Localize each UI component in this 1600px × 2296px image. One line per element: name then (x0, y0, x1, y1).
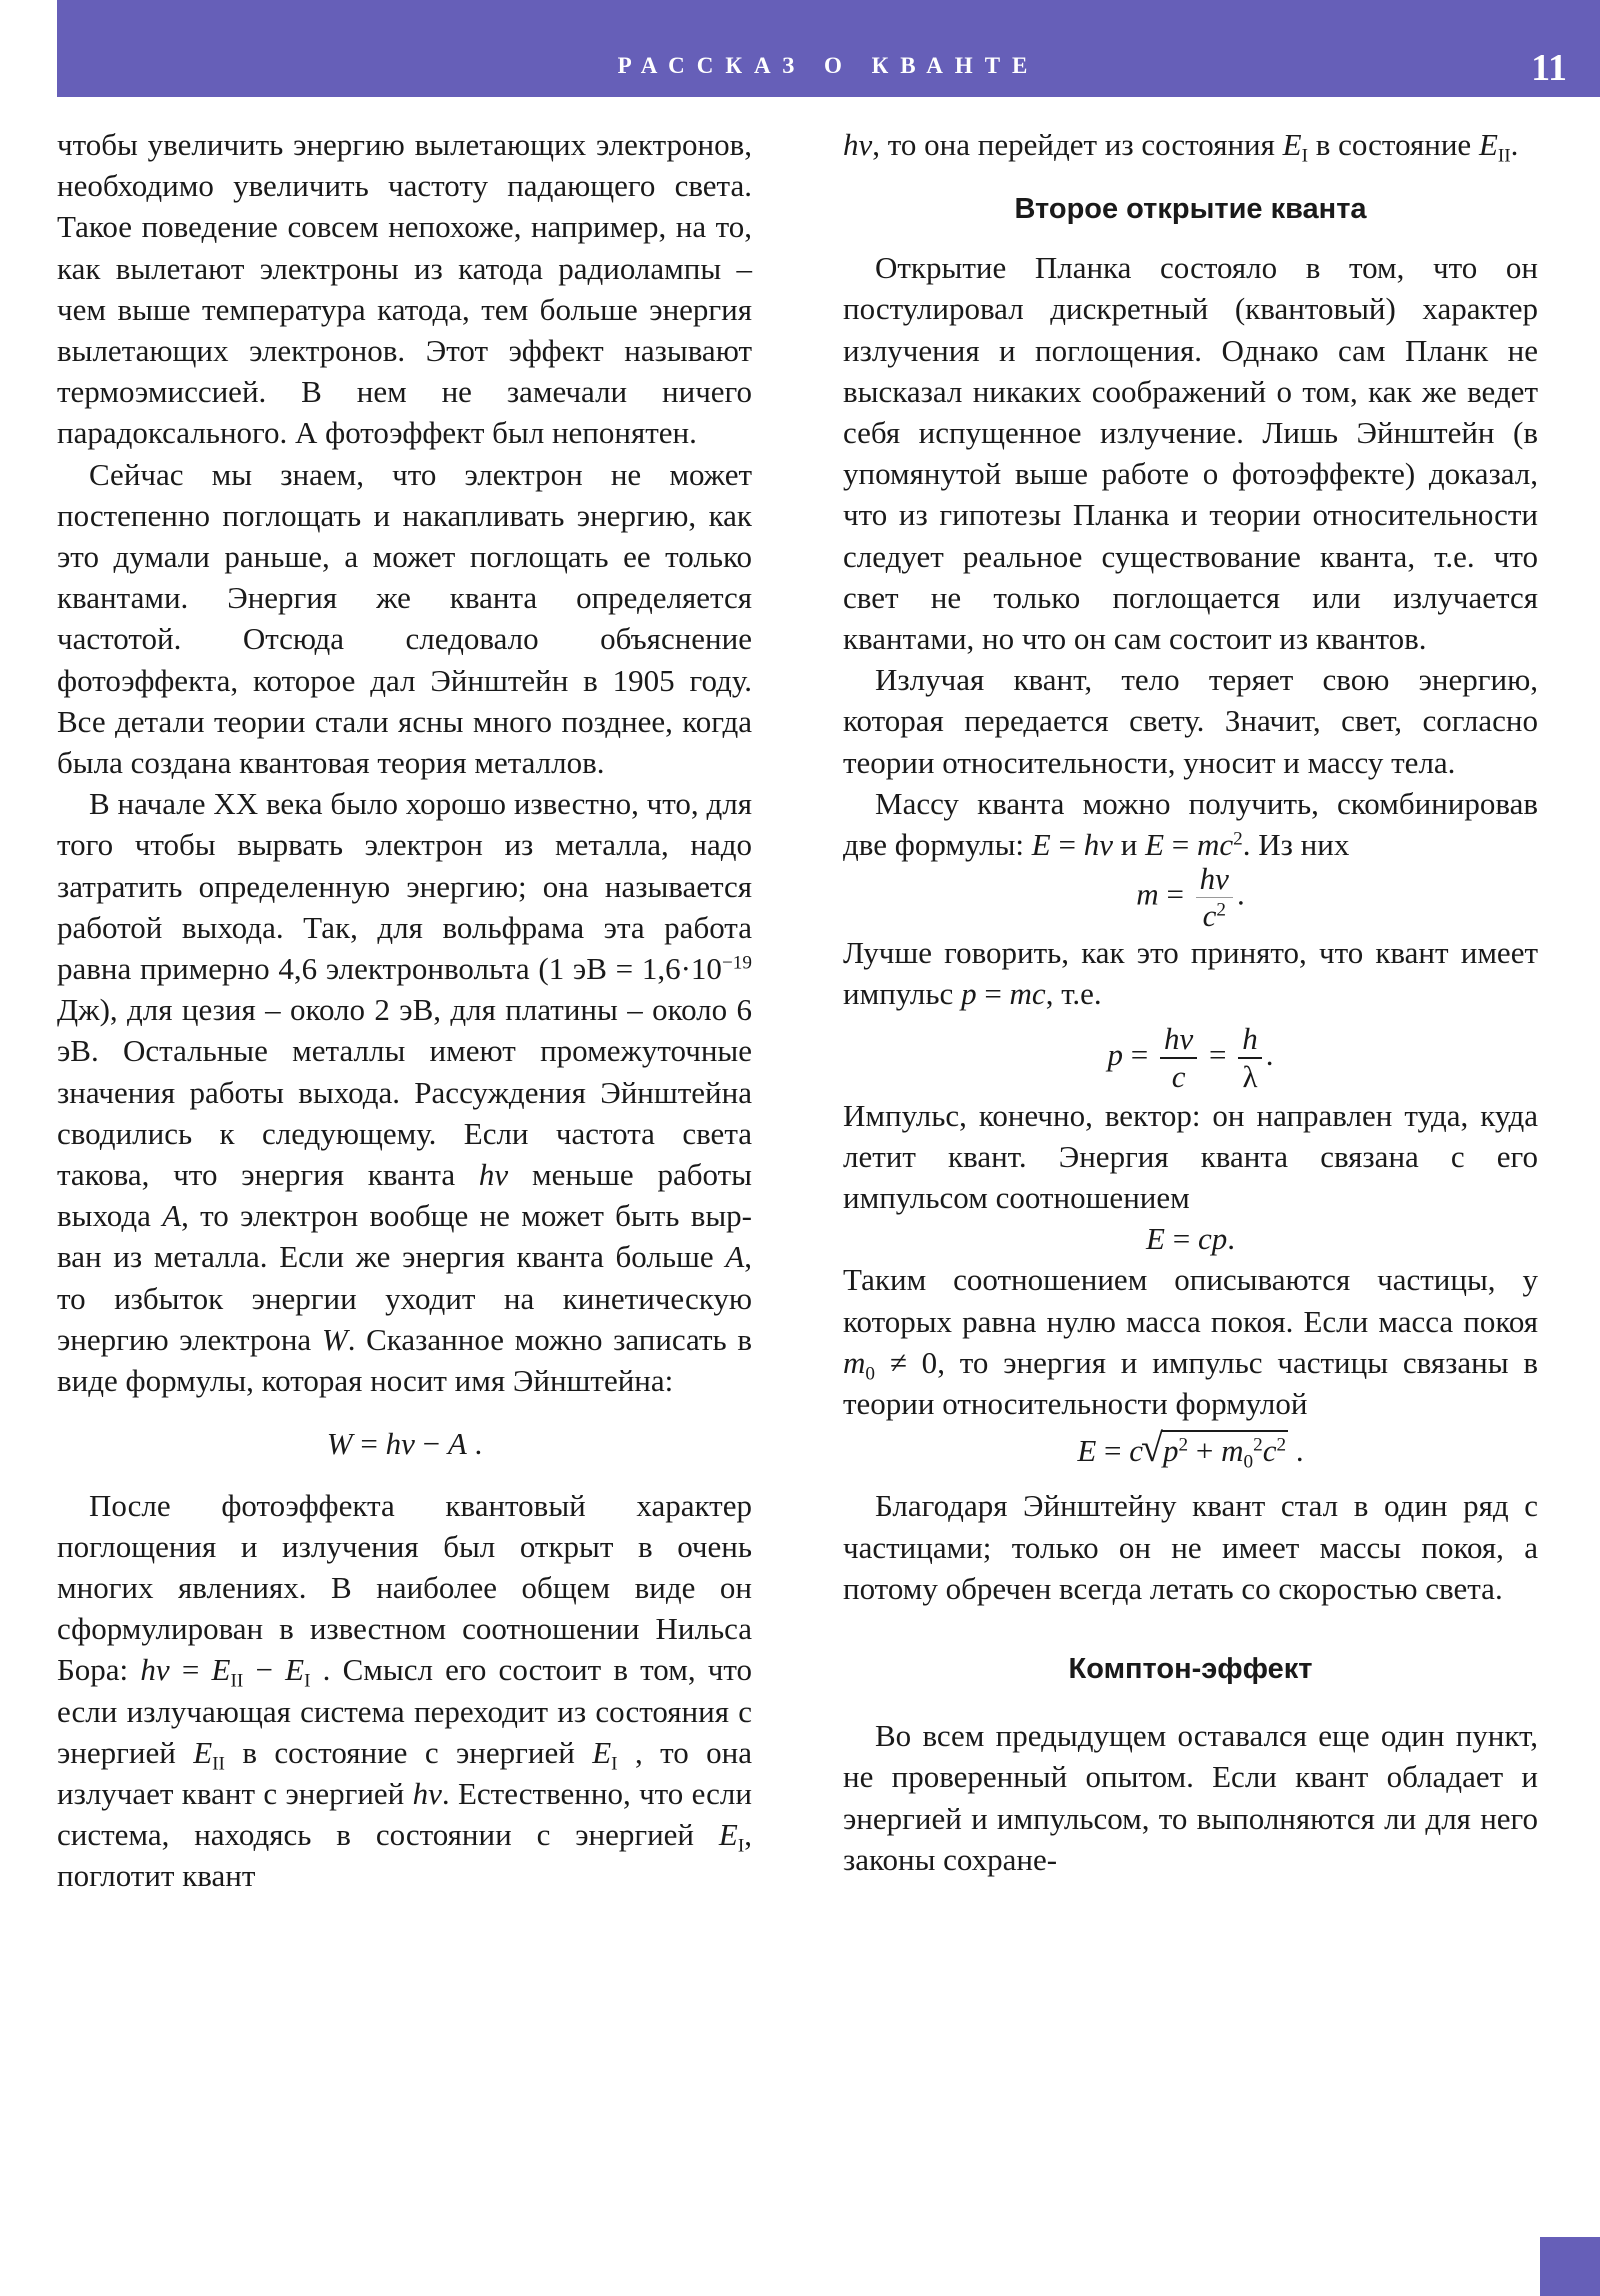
math-symbol: W (321, 1321, 348, 1357)
paragraph: Таким соотношением описываются частицы, у которых равна нулю масса покоя. Если масса покоя $m_0 \ne 0$, то энергия и импульс частицы связаны в теории относительности формулой (843, 1262, 1539, 1422)
page-number: 11 (1531, 47, 1567, 89)
formula-mass: m = $\frac{h\nu}{c^2}$ . (1136, 861, 1245, 934)
section-heading: Комптон-эффект (1068, 1653, 1313, 1686)
left-column (57, 124, 752, 1897)
section-heading: Второе открытие кванта (1014, 193, 1367, 226)
paragraph: В начале XX века было хорошо известно, что, для того чтобы вырвать электрон из металла, надо затратить определенную энергию; она называется работой выхода. Так, для вольфрама эта работа равна примерно 4,6 электронвольта (1 эВ = $1,6\cdot 10^{-19}$ Дж), для цезия – около 2 эВ, для платины – около 6 эВ. Остальные металлы имеют промежуточные значения работы выхода. Рассуждения Эйнштейна сводились к следующему. Если частота света такова, что энергия кванта hν меньше работы выхода A, то электрон вообще не может быть вырван из металла. Если же энергия кванта больше A, то избыток энергии уходит на кинетическую энергию электрона W. Сказанное можно записать в виде формулы, которая носит имя Эйнштейна: (57, 786, 752, 1399)
formula-relativistic-energy: E = c √ $p^2 + m_0^2c^2$ . (843, 1430, 1538, 1471)
paragraph: Излучая квант, тело теряет свою энергию, которая передается свету. Значит, свет, согласно теории относительности, уносит и массу тела. (843, 662, 1538, 780)
paragraph: После фотоэффекта квантовый характер поглощения и излучения был открыт в очень многих явлениях. В наиболее общем виде он сформулирован в известном соотношении Нильса Бора: $h\nu = E_{II} - E_I$ . Смысл его состоит в том, что если излучающая система переходит из состояния с энергией $E_{II}$ в состояние с энергией $E_I$ , то она излучает квант с энергией hν. Естественно, что если система, находясь в состоянии с энергией $E_I$, поглотит квант (57, 1487, 752, 1894)
fraction: $\frac{h}{\lambda}$ (1238, 1021, 1262, 1095)
running-header (57, 0, 1600, 97)
paragraph: Лучше говорить, как это принято, что квант имеет импульс p = mc, т.е. (843, 935, 1538, 1012)
inline-formula: 1 эВ = $1,6\cdot 10^{-19}$ Дж (57, 951, 752, 1028)
page-corner-marker (1540, 2237, 1600, 2296)
formula-einstein: W = hν − A . (326, 1426, 483, 1462)
paragraph: чтобы увеличить энергию вылетающих электронов, необходимо увеличить частоту падающего света. Такое поведение совсем непохоже, например, на то, как вылетают электроны из катода радиолампы – чем выше температура катода, тем больше энергия вылетающих электронов. Этот эффект называют термоэмиссией. В нем не замечали ничего парадоксального. А фотоэффект был непонятен. (57, 127, 752, 451)
paragraph: Благодаря Эйнштейну квант стал в один ряд с частицами; только он не имеет массы покоя, а потому обречен всегда летать со скоростью света. (843, 1488, 1538, 1606)
fraction: $\frac{h\nu}{c^2}$ (1196, 861, 1233, 934)
math-symbol: A (725, 1239, 745, 1275)
paragraph: Импульс, конечно, вектор: он направлен туда, куда летит квант. Энергия кванта связана с его импульсом соотношением (843, 1097, 1538, 1216)
paragraph: hν, то она перейдет из состояния $E_I$ в состояние $E_{II}$. (843, 127, 1519, 167)
formula-energy-momentum: E = cp. (1146, 1221, 1235, 1257)
square-root: √ $p^2 + m_0^2c^2$ (1143, 1430, 1288, 1471)
right-column (843, 124, 1538, 1880)
paragraph: Открытие Планка состояло в том, что он постулировал дискретный (квантовый) характер излучения и поглощения. Однако сам Планк не высказал никаких соображений о том, как же ведет себя испущенное излучение. Лишь Эйнштейн (в упомянутой выше работе о фотоэффекте) доказал, что из гипотезы Планка и теории относительности следует реальное существование кванта, т.е. что свет не только поглощается или излучается квантами, но что он сам состоит из квантов. (843, 250, 1538, 657)
paragraph: Сейчас мы знаем, что электрон не может постепенно поглощать и накапливать энергию, как это думали раньше, а может поглощать ее только квантами. Энергия же кванта определяется частотой. Отсюда следовало объяснение фотоэффекта, которое дал Эйнштейн в 1905 году. Все детали теории стали ясны много позднее, когда была создана квантовая теория металлов. (57, 456, 752, 781)
math-symbol: hν (478, 1157, 509, 1193)
paragraph: Массу кванта можно получить, скомбинировав две формулы: E = hν и $E = mc^2$. Из них (843, 785, 1538, 863)
running-header-title: РАССКАЗ О КВАНТЕ (617, 53, 1040, 78)
fraction: $\frac{h\nu}{c}$ (1160, 1021, 1197, 1095)
paragraph: Во всем предыдущем оставался еще один пункт, не проверенный опытом. Если квант обладает и энергией и импульсом, то выполняются ли для него законы сохране- (843, 1718, 1538, 1877)
math-symbol: A (162, 1198, 182, 1234)
formula-momentum: p = $\frac{h\nu}{c}$ = $\frac{h}{\lambda}$ . (1107, 1020, 1274, 1094)
